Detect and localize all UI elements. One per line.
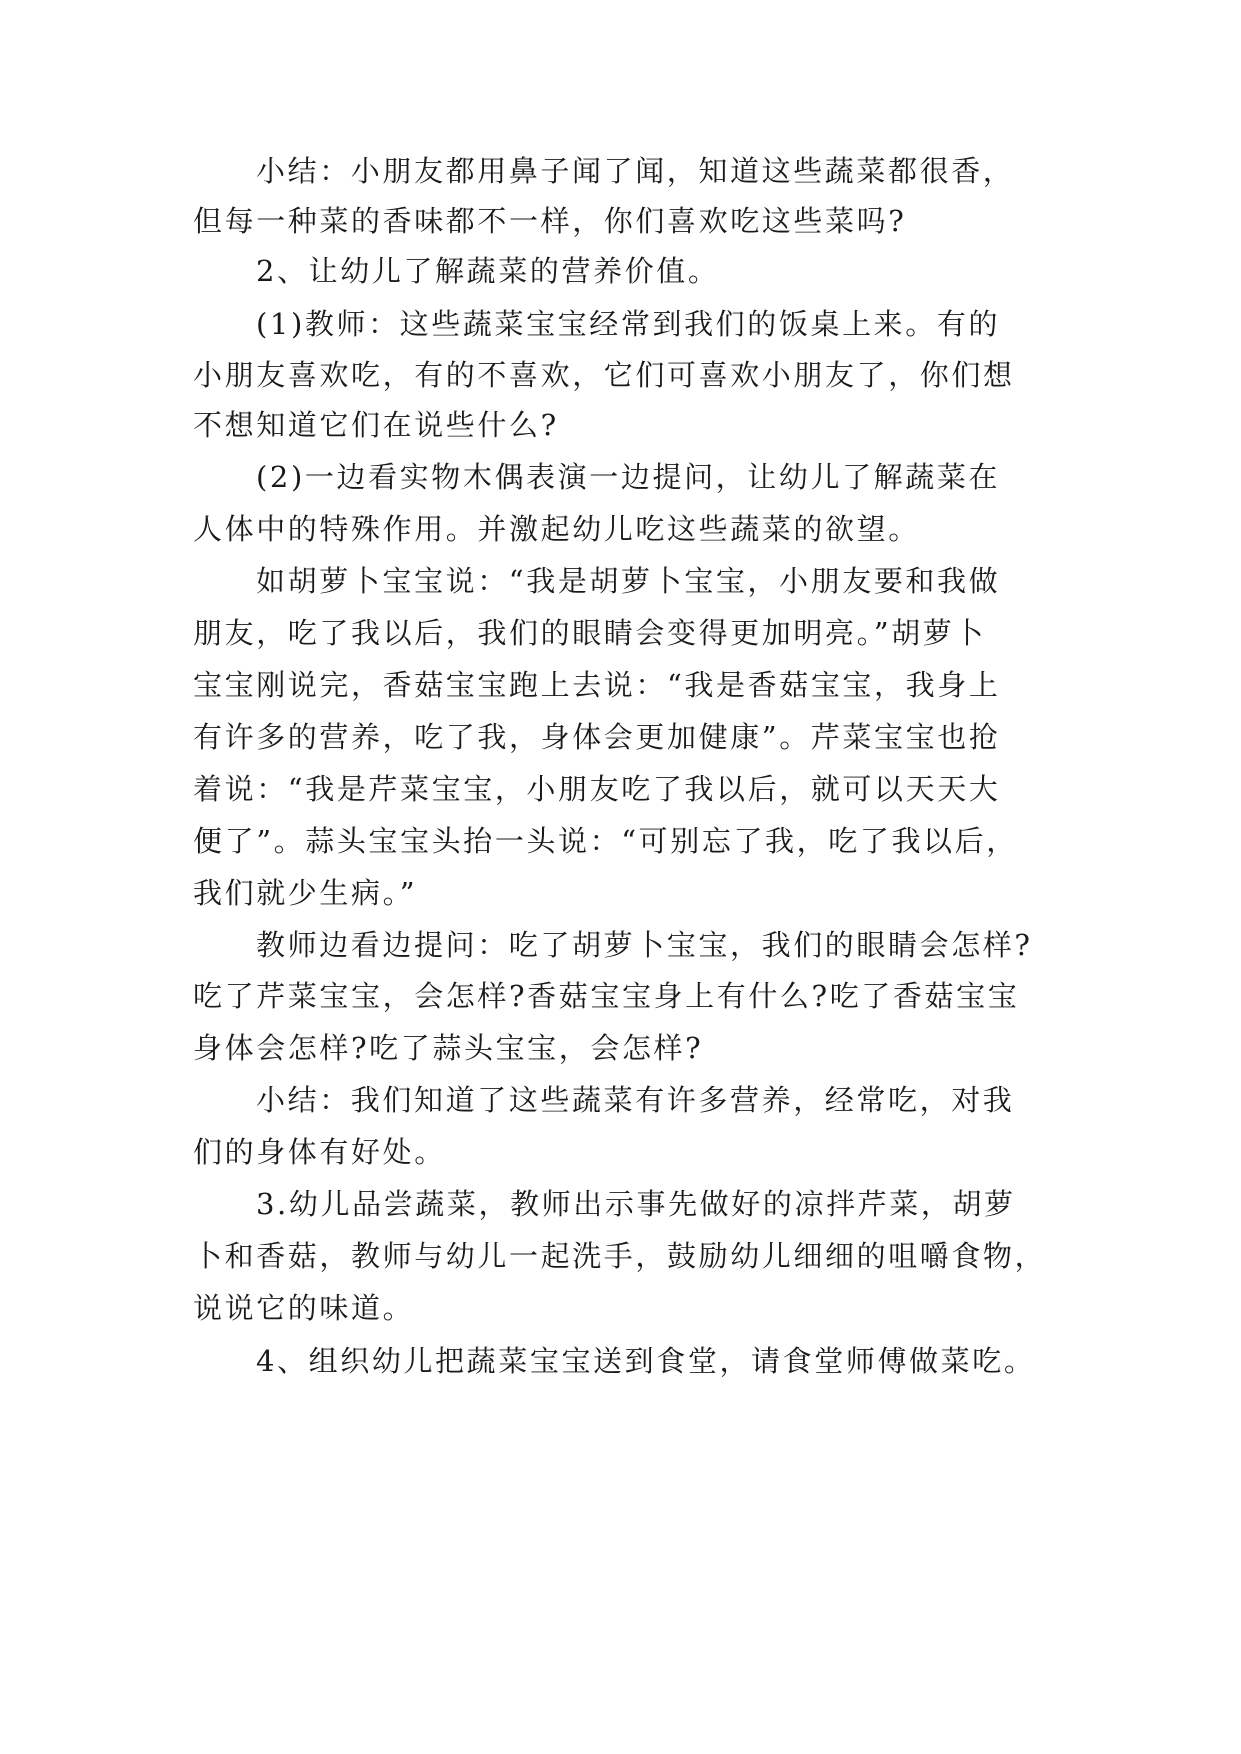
text-line: (1)教师：这些蔬菜宝宝经常到我们的饭桌上来。有的 [256,307,1001,341]
text-line: (2)一边看实物木偶表演一边提问，让幼儿了解蔬菜在 [256,460,1001,494]
text-line: 着说：“我是芹菜宝宝，小朋友吃了我以后，就可以天天大 [193,772,1001,806]
text-line: 有许多的营养，吃了我，身体会更加健康”。芹菜宝宝也抢 [193,720,1001,754]
text-line: 教师边看边提问：吃了胡萝卜宝宝，我们的眼睛会怎样? [256,928,1033,962]
text-line: 们的身体有好处。 [193,1135,446,1169]
text-line: 宝宝刚说完，香菇宝宝跑上去说：“我是香菇宝宝，我身上 [193,668,1001,702]
text-line: 4、组织幼儿把蔬菜宝宝送到食堂，请食堂师傅做菜吃。 [256,1344,1036,1378]
text-line: 小结：我们知道了这些蔬菜有许多营养，经常吃，对我 [256,1083,1015,1117]
text-line: 卜和香菇，教师与幼儿一起洗手，鼓励幼儿细细的咀嚼食物， [193,1239,1047,1273]
text-line: 我们就少生病。” [193,876,418,910]
text-line: 2、让幼儿了解蔬菜的营养价值。 [256,254,720,288]
text-line: 如胡萝卜宝宝说：“我是胡萝卜宝宝，小朋友要和我做 [256,564,1001,598]
text-line: 吃了芹菜宝宝，会怎样?香菇宝宝身上有什么?吃了香菇宝宝 [193,979,1020,1013]
text-line: 小朋友喜欢吃，有的不喜欢，它们可喜欢小朋友了，你们想 [193,358,1015,392]
text-line: 小结：小朋友都用鼻子闻了闻，知道这些蔬菜都很香， [256,154,1015,188]
text-line: 人体中的特殊作用。并激起幼儿吃这些蔬菜的欲望。 [193,512,920,546]
text-line: 不想知道它们在说些什么? [193,408,559,442]
text-line: 便了”。蒜头宝宝头抬一头说：“可别忘了我，吃了我以后， [193,824,1018,858]
text-line: 但每一种菜的香味都不一样，你们喜欢吃这些菜吗? [193,204,907,238]
text-line: 说说它的味道。 [193,1291,415,1325]
text-line: 朋友，吃了我以后，我们的眼睛会变得更加明亮。”胡萝卜 [193,616,986,650]
text-line: 3.幼儿品尝蔬菜，教师出示事先做好的凉拌芹菜，胡萝 [256,1187,1016,1221]
text-line: 身体会怎样?吃了蒜头宝宝，会怎样? [193,1031,704,1065]
